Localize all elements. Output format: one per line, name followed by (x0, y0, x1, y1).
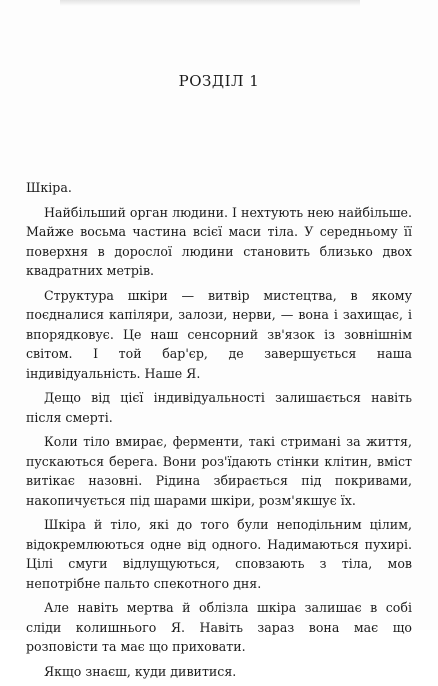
paragraph: Найбільший орган людини. І нехтують нею найбільше. Майже восьма частина всієї маси тіла. У середньому її поверхня в дорослої людини становить близько двох квадратних метрів. (26, 204, 412, 278)
paragraph: Коли тіло вмирає, ферменти, такі стримані за життя, пускаються берега. Вони роз'їдають стінки клітин, вміст витікає назовні. Рідина збирається під покривами, накопичується під шарами шкіри, розм'якшує їх. (26, 434, 412, 508)
paragraph: Але навіть мертва й облізла шкіра залишає в собі сліди колишнього Я. Навіть зараз вона має що розповісти та має що приховати. (26, 600, 412, 654)
chapter-body (26, 178, 412, 686)
paragraph: Якщо знаєш, куди дивитися. (44, 663, 237, 679)
paragraph: Шкіра й тіло, які до того були неподільним цілим, відокремлюються одне від одного. Надимаються пухирі. Цілі смуги відлущуються, сповзають з тіла, мов непотрібне пальто спекотного дня. (26, 517, 412, 591)
paragraph: Дещо від цієї індивідуальності залишається навіть після смерті. (26, 390, 412, 425)
paragraph: Структура шкіри — витвір мистецтва, в якому поєдналися капіляри, залози, нерви, — вона і захищає, і впорядковує. Це наш сенсорний зв'язок із зовнішнім світом. І той бар'єр, де завершується наша індивідуальність. Наше Я. (26, 287, 412, 381)
chapter-title: РОЗДІЛ 1 (178, 72, 260, 90)
paragraph: Шкіра. (26, 180, 72, 195)
page-edge-shadow (60, 0, 360, 6)
